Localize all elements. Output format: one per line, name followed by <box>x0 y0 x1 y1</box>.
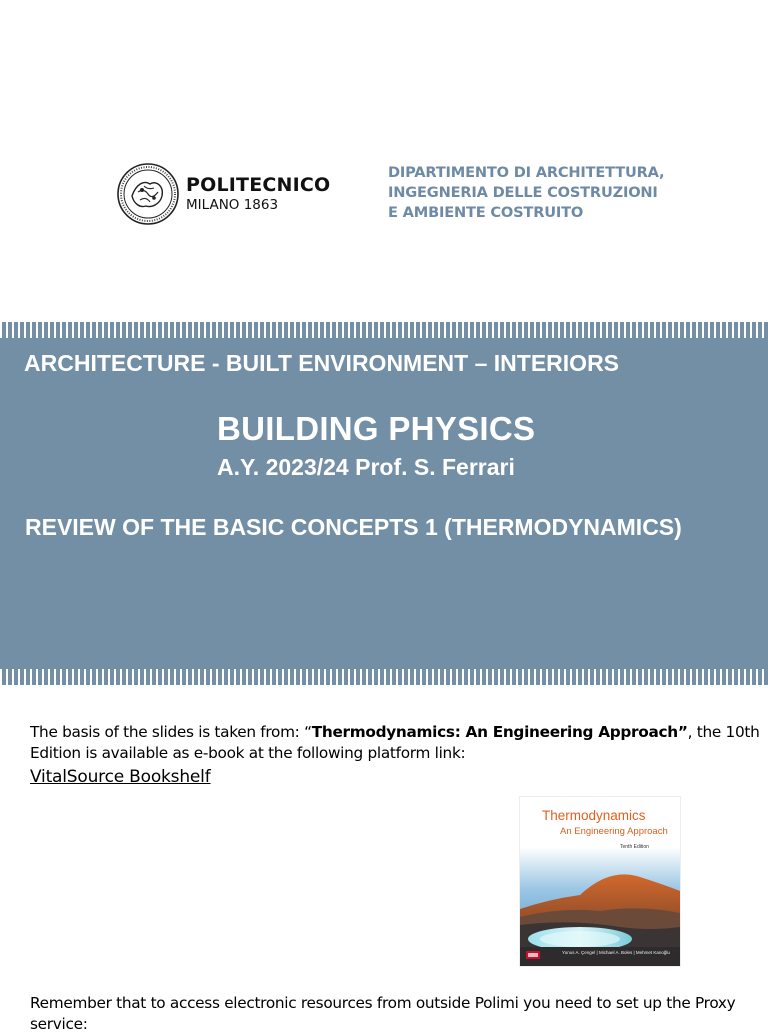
banner-bottom-ticks <box>0 669 768 685</box>
politecnico-subtitle: MILANO 1863 <box>186 197 279 213</box>
title-banner <box>0 322 768 685</box>
politecnico-name: POLITECNICO <box>186 174 331 196</box>
book-title: Thermodynamics <box>542 808 646 823</box>
lecture-topic: REVIEW OF THE BASIC CONCEPTS 1 (THERMODYNAMICS) <box>25 514 682 540</box>
politecnico-seal-icon <box>116 162 180 226</box>
book-cover-image <box>520 797 680 966</box>
vitalsource-link[interactable]: VitalSource Bookshelf <box>30 767 211 787</box>
proxy-reminder: Remember that to access electronic resources from outside Polimi you need to set up the Proxy service: <box>30 994 736 1033</box>
department-line-3: E AMBIENTE COSTRUITO <box>388 204 584 221</box>
department-line-1: DIPARTIMENTO DI ARCHITETTURA, <box>388 164 665 181</box>
book-edition: Tenth Edition <box>620 844 649 850</box>
academic-year-professor: A.Y. 2023/24 Prof. S. Ferrari <box>217 454 515 480</box>
course-title: BUILDING PHYSICS <box>217 410 536 447</box>
volcanic-landscape-image <box>520 847 680 966</box>
department-line-2: INGEGNERIA DELLE COSTRUZIONI <box>388 184 658 201</box>
course-line: ARCHITECTURE - BUILT ENVIRONMENT – INTERIORS <box>24 350 620 376</box>
banner-top-ticks <box>0 322 768 338</box>
book-authors: Yunus A. Çengel | Michael A. Boles | Mehmet Kanoğlu <box>562 950 670 955</box>
source-prefix: The basis of the slides is taken from: “ <box>30 723 312 741</box>
politecnico-logo <box>116 162 330 226</box>
source-suffix: , the 10th Edition is available as e-book at the following platform link: <box>30 723 760 762</box>
book-subtitle: An Engineering Approach <box>560 826 668 837</box>
department-logo <box>388 163 664 223</box>
source-book-title: Thermodynamics: An Engineering Approach” <box>311 723 688 741</box>
source-paragraph <box>30 722 765 764</box>
